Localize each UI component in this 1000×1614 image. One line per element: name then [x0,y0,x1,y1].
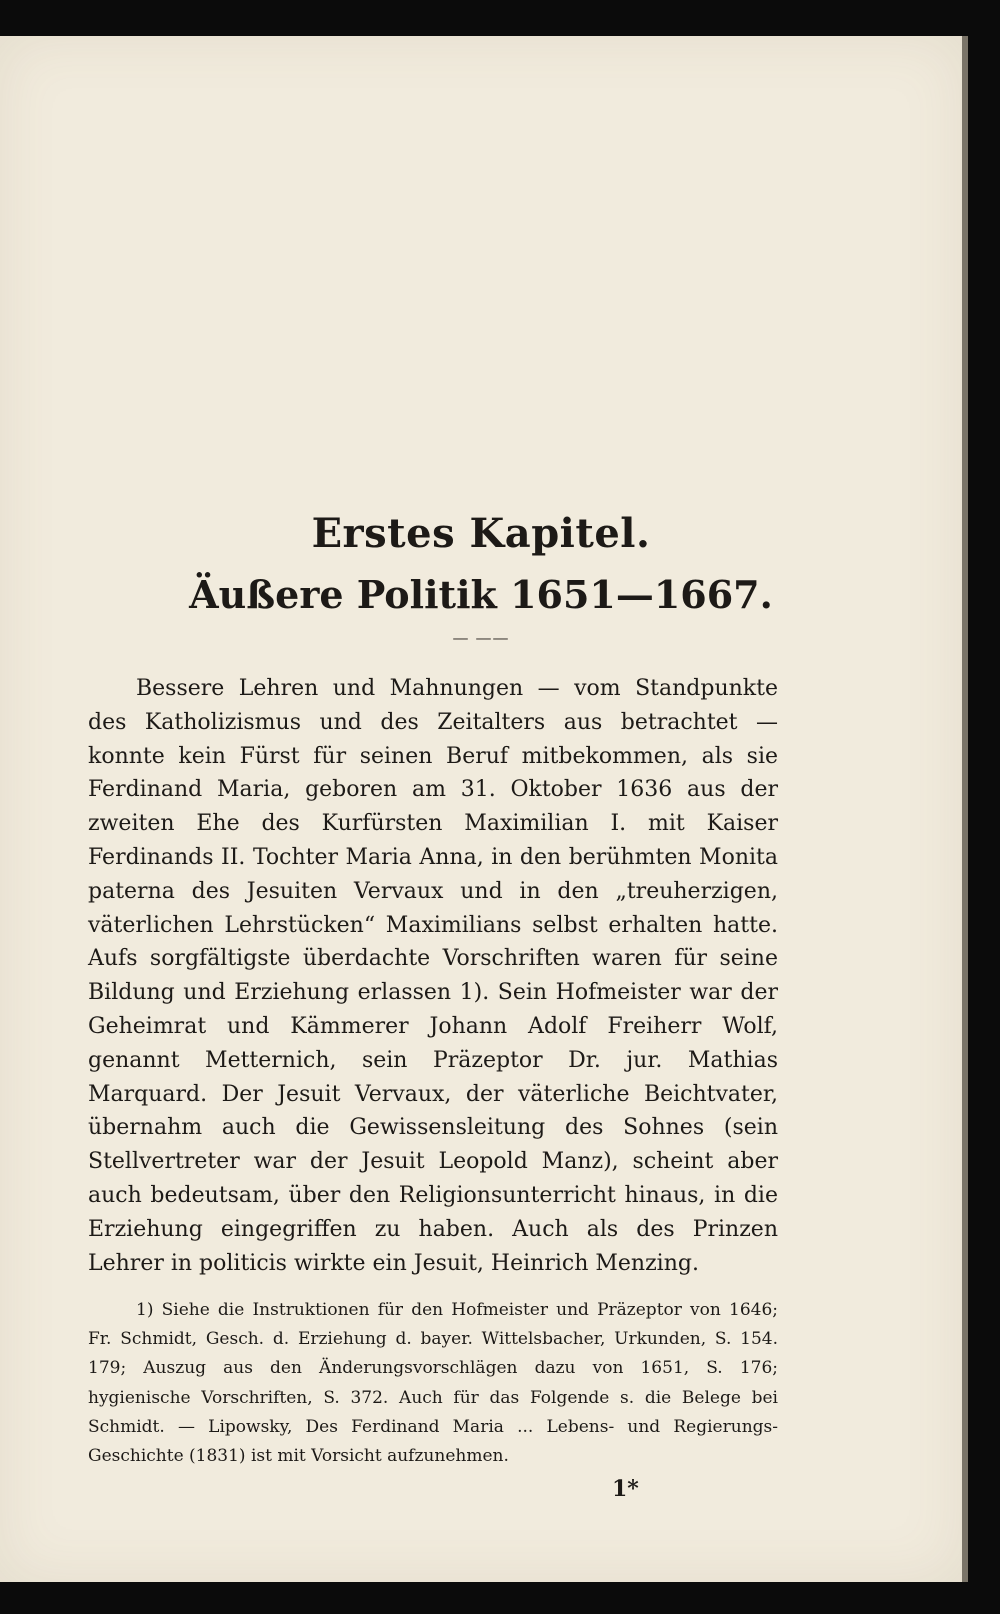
page-edge [962,36,968,1582]
signature-mark: 1* [612,1476,639,1502]
body-paragraph: Bessere Lehren und Mahnungen — vom Standpunkte des Katholizismus und des Zeitalters aus betrachtet — konnte kein Fürst für seinen Beruf mitbekommen, als sie Ferdinand Maria, geboren am 31. Oktober 1636 aus der zweiten Ehe des Kurfürsten Maximilian I. mit Kaiser Ferdinands II. Tochter Maria Anna, in den berühmten Monita paterna des Jesuiten Vervaux und in den „treuherzigen, väterlichen Lehrstücken“ Maximilians selbst erhalten hatte. Aufs sorgfältigste überdachte Vorschriften waren für seine Bildung und Erziehung erlassen 1). Sein Hofmeister war der Geheimrat und Kämmerer Johann Adolf Freiherr Wolf, genannt Metternich, sein Präzeptor Dr. jur. Mathias Marquard. Der Jesuit Vervaux, der väterliche Beichtvater, übernahm auch die Gewissensleitung des Sohnes (sein Stellvertreter war der Jesuit Leopold Manz), scheint aber auch bedeutsam, über den Religionsunterricht hinaus, in die Erziehung eingegriffen zu haben. Auch als des Prinzen Lehrer in politicis wirkte ein Jesuit, Heinrich Menzing. [88,676,778,1276]
separator-rule: — —— [452,628,510,647]
chapter-subtitle: Äußere Politik 1651—1667. [189,572,773,617]
chapter-title: Erstes Kapitel. [311,510,651,557]
footnote: 1) Siehe die Instruktionen für den Hofmeister und Präzeptor von 1646; Fr. Schmidt, Gesch. d. Erziehung d. bayer. Wittelsbacher, Urkunden, S. 154. 179; Auszug aus den Änderungsvorschlägen dazu von 1651, S. 176; hygienische Vorschriften, S. 372. Auch für das Folgende s. die Belege bei Schmidt. — Lipowsky, Des Ferdinand Maria ... Lebens- und Regierungs-Geschichte (1831) ist mit Vorsicht aufzunehmen. [88,1300,778,1467]
book-page [0,36,962,1582]
